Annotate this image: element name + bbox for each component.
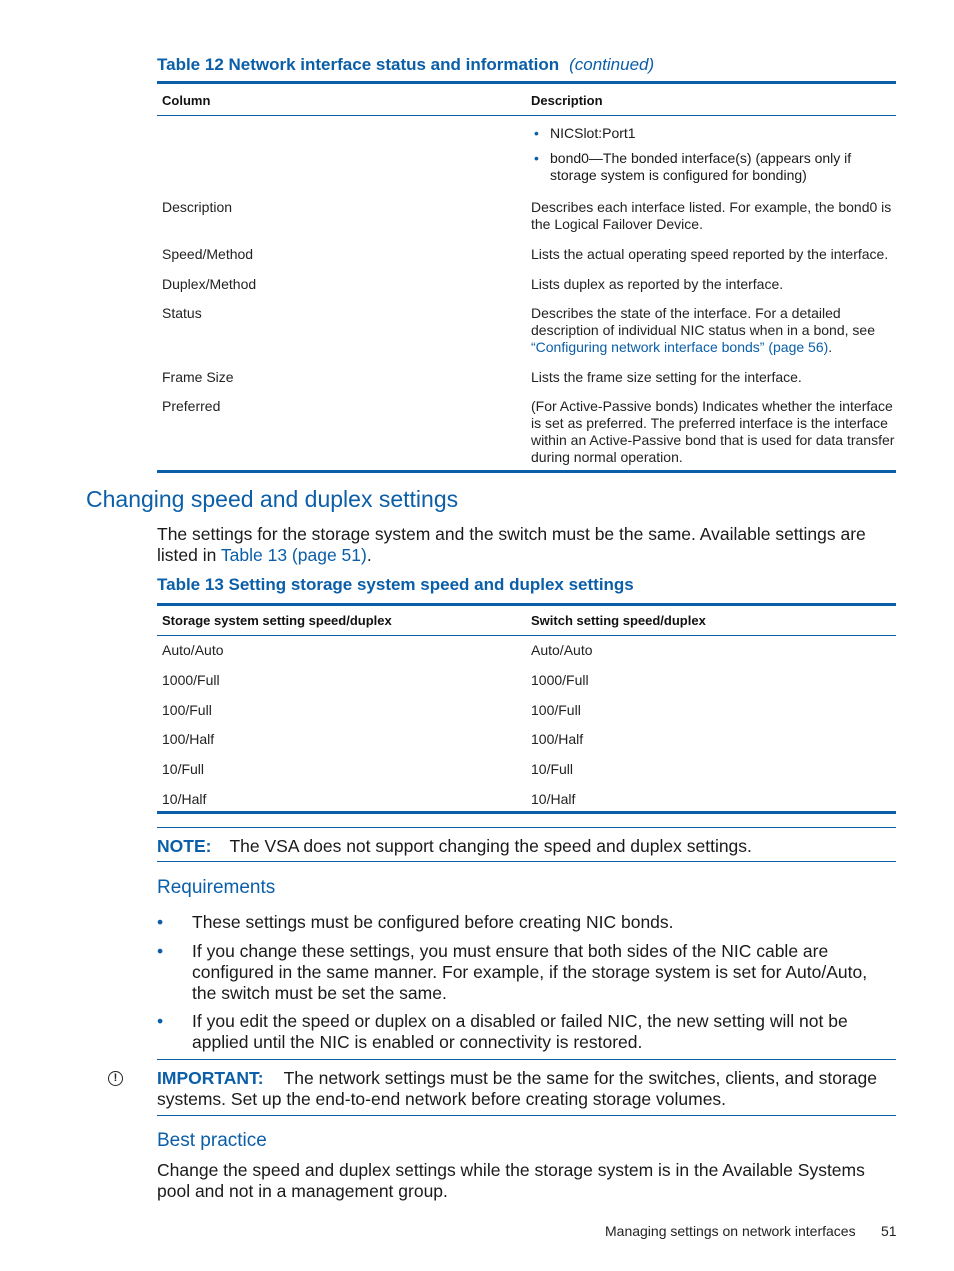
note-top-rule xyxy=(157,827,896,828)
requirements-heading: Requirements xyxy=(157,877,276,898)
status-description-tail: . xyxy=(828,339,833,355)
table12-row-description: Lists duplex as reported by the interface. xyxy=(531,276,784,292)
note xyxy=(157,836,896,857)
table13-cell-storage: Auto/Auto xyxy=(162,642,224,658)
important-icon: ! xyxy=(108,1071,123,1086)
table13-cell-switch: 10/Half xyxy=(531,791,576,807)
bullet-icon: • xyxy=(157,912,164,932)
requirement-text: These settings must be configured before creating NIC bonds. xyxy=(192,912,674,932)
important-bottom-rule xyxy=(157,1115,896,1116)
requirement-item xyxy=(157,941,896,1004)
bullet-icon: • xyxy=(534,125,539,141)
table12-header-column: Column xyxy=(162,93,211,108)
table13-cell-switch: 100/Full xyxy=(531,702,581,718)
requirement-text: If you edit the speed or duplex on a disabled or failed NIC, the new setting will not be applied until the NIC is enabled or connectivity is restored. xyxy=(192,1011,848,1052)
table13-cell-storage: 100/Half xyxy=(162,731,215,747)
table13-link[interactable]: Table 13 (page 51) xyxy=(220,545,367,565)
best-practice-heading: Best practice xyxy=(157,1130,267,1151)
table13-cell-storage: 100/Full xyxy=(162,702,212,718)
important xyxy=(157,1068,896,1110)
table13-top-rule xyxy=(157,603,896,606)
note-text: The VSA does not support changing the speed and duplex settings. xyxy=(229,836,752,856)
table13-cell-storage: 10/Half xyxy=(162,791,207,807)
table12-row-column: Description xyxy=(162,199,233,215)
best-practice-text: Change the speed and duplex settings while the storage system is in the Available Systems pool and not in a management group. xyxy=(157,1160,865,1201)
table12-row-description: (For Active-Passive bonds) Indicates whether the interface is set as preferred. The preferred interface is the interface within an Active-Passive bond that is used for data transfer during normal operation. xyxy=(531,398,895,465)
table12-bullet-text: NICSlot:Port1 xyxy=(550,125,636,141)
note-label: NOTE: xyxy=(157,836,212,856)
table12-top-rule xyxy=(157,81,896,84)
table12-bullet xyxy=(531,150,896,184)
table13-header-rule xyxy=(157,635,896,636)
requirement-item xyxy=(157,1011,896,1053)
important-text: The network settings must be the same for the switches, clients, and storage systems. Set up the end-to-end network before creating storage volumes. xyxy=(157,1068,877,1109)
table13-header-storage: Storage system setting speed/duplex xyxy=(162,613,392,628)
table13-cell-switch: 10/Full xyxy=(531,761,574,777)
footer-chapter: Managing settings on network interfaces xyxy=(605,1223,856,1239)
table13-title: Table 13 Setting storage system speed and duplex settings xyxy=(157,575,634,594)
table12-title-text: Table 12 Network interface status and information xyxy=(157,55,560,74)
table12-header-rule xyxy=(157,115,896,116)
important-top-rule xyxy=(157,1059,896,1060)
table12-row-description xyxy=(531,305,896,356)
section-intro-text: The settings for the storage system and the switch must be the same. Available settings are listed in xyxy=(157,524,866,565)
status-description-text: Describes the state of the interface. For a detailed description of individual NIC status when in a bond, see xyxy=(531,305,875,338)
table12-row-column: Duplex/Method xyxy=(162,276,257,292)
table12-title xyxy=(157,55,654,75)
table12-bottom-rule xyxy=(157,470,896,473)
table13-bottom-rule xyxy=(157,811,896,814)
table12-header-description: Description xyxy=(531,93,603,108)
bullet-icon: • xyxy=(534,150,539,166)
table13-cell-switch: 100/Half xyxy=(531,731,584,747)
important-label: IMPORTANT: xyxy=(157,1068,264,1088)
table13-cell-storage: 1000/Full xyxy=(162,672,220,688)
table12-bullet xyxy=(531,125,896,142)
configuring-bonds-link[interactable]: “Configuring network interface bonds” (page 56) xyxy=(531,339,829,355)
table12-row-description: Lists the frame size setting for the interface. xyxy=(531,369,802,385)
section-intro xyxy=(157,524,896,566)
table12-bullet-text: bond0—The bonded interface(s) (appears only if storage system is configured for bonding) xyxy=(550,150,852,183)
table13-cell-switch: Auto/Auto xyxy=(531,642,593,658)
table12-row-column: Status xyxy=(162,305,202,321)
section-intro-tail: . xyxy=(366,545,372,565)
table13-cell-storage: 10/Full xyxy=(162,761,205,777)
table12-row-column: Frame Size xyxy=(162,369,234,385)
note-bottom-rule xyxy=(157,861,896,862)
table12-continued: (continued) xyxy=(569,55,655,74)
bullet-icon: • xyxy=(157,941,164,961)
table12-row-description: Lists the actual operating speed reported by the interface. xyxy=(531,246,889,262)
table12-row-column: Speed/Method xyxy=(162,246,254,262)
table12-row-description: Describes each interface listed. For example, the bond0 is the Logical Failover Device. xyxy=(531,199,892,232)
bullet-icon: • xyxy=(157,1011,164,1031)
page-number: 51 xyxy=(881,1223,897,1239)
table12-row-column: Preferred xyxy=(162,398,221,414)
requirement-item xyxy=(157,912,896,933)
section-heading: Changing speed and duplex settings xyxy=(86,486,459,512)
table13-header-switch: Switch setting speed/duplex xyxy=(531,613,706,628)
table13-cell-switch: 1000/Full xyxy=(531,672,589,688)
requirement-text: If you change these settings, you must ensure that both sides of the NIC cable are configured in the same manner. For example, if the storage system is set for Auto/Auto, the switch must be set the same. xyxy=(192,941,868,1003)
